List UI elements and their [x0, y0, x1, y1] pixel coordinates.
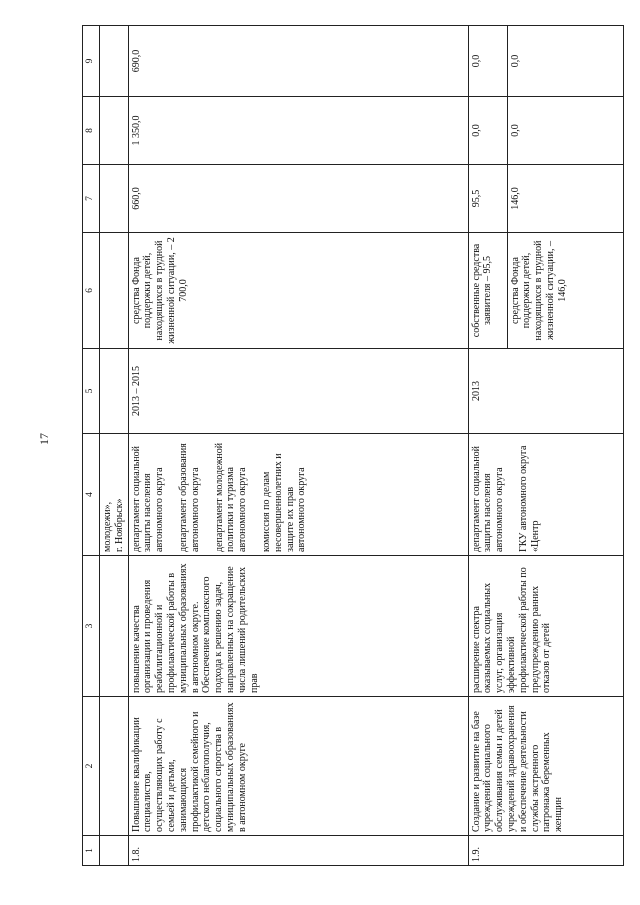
value-7a: 95,5	[470, 189, 482, 208]
continuation-cell-1	[100, 836, 129, 866]
col-header-5: 5	[83, 349, 100, 434]
executor-2: ГКУ автономного округа «Центр	[517, 445, 541, 552]
rotated-table-wrapper	[82, 26, 624, 866]
executor-2: департамент образования автономного округа	[177, 443, 201, 552]
header-row	[83, 26, 100, 866]
value-col-9: 690,0	[128, 26, 468, 97]
col-header-3: 3	[83, 556, 100, 697]
value-9a: 0,0	[470, 54, 482, 68]
value-col-7	[468, 165, 623, 233]
value-col-9	[468, 26, 623, 97]
continuation-cell-7	[100, 165, 129, 233]
value-8b: 0,0	[507, 97, 524, 164]
continuation-cell-2	[100, 697, 129, 836]
activity-title: Создание и развитие на базе учреждений социального обслуживания семьи и детей учреждений здравоохранения и обеспечение деятельности службы экстренного патронажа беременных женщин	[468, 697, 623, 836]
executor-3: департамент молодежной политики и туризма автономного округа	[213, 442, 249, 552]
row-number: 1.8.	[128, 836, 468, 866]
continuation-executor: молодежи», г. Ноябрьск»	[100, 434, 129, 556]
executors	[468, 434, 623, 556]
period: 2013	[468, 349, 623, 434]
continuation-cell-8	[100, 97, 129, 165]
value-col-7: 660,0	[128, 165, 468, 233]
col-header-2: 2	[83, 697, 100, 836]
continuation-cell-9	[100, 26, 129, 97]
continuation-cell-6	[100, 233, 129, 349]
value-col-8	[468, 97, 623, 165]
value-7b: 146,0	[507, 165, 524, 232]
col-header-7: 7	[83, 165, 100, 233]
col-header-8: 8	[83, 97, 100, 165]
table-row-1-8	[128, 26, 468, 866]
col-header-4: 4	[83, 434, 100, 556]
executor-1: департамент социальной защиты населения автономного округа	[130, 445, 166, 552]
continuation-row	[100, 26, 129, 866]
expected-result: повышение качества организации и проведения реабилитационной и профилактической работы в муниципальных образованиях в автономном округе. Обеспечение комплексного подхода к решению задач, направленных на сокращение числа лишений родительских прав	[128, 556, 468, 697]
row-number: 1.9.	[468, 836, 623, 866]
funding-source-a: собственные средства заявителя – 95,5	[470, 243, 494, 338]
activity-title: Повышение квалификации специалистов, осуществляющих работу с семьей и детьми, занимающихся профилактикой семейного и детского неблагополучия, социального сиротства в муниципальных образованиях в автономном округе	[128, 697, 468, 836]
table-row-1-9	[468, 26, 623, 866]
executor-1: департамент социальной защиты населения автономного округа	[470, 445, 506, 552]
page-number: 17	[37, 433, 51, 445]
value-8a: 0,0	[470, 124, 482, 137]
continuation-cell-5	[100, 349, 129, 434]
col-header-6: 6	[83, 233, 100, 349]
value-9b: 0,0	[507, 26, 524, 96]
col-header-9: 9	[83, 26, 100, 97]
funding-source-b: средства Фонда поддержки детей, находящихся в трудной жизненной ситуации, – 146,0	[507, 233, 571, 348]
col-header-1: 1	[83, 836, 100, 866]
value-col-8: 1 350,0	[128, 97, 468, 165]
expected-result: расширение спектра оказываемых социальных услуг, организация эффективной профилактической работы по предупреждению ранних отказов от детей	[468, 556, 623, 697]
executor-4: комиссия по делам несовершеннолетних и защите их прав автономного округа	[260, 453, 308, 552]
continuation-cell-3	[100, 556, 129, 697]
funding-sources	[468, 233, 623, 349]
funding-source: средства Фонда поддержки детей, находящихся в трудной жизненной ситуации, – 2 700,0	[128, 233, 468, 349]
executors	[128, 434, 468, 556]
program-activities-table	[82, 25, 624, 866]
period: 2013 – 2015	[128, 349, 468, 434]
